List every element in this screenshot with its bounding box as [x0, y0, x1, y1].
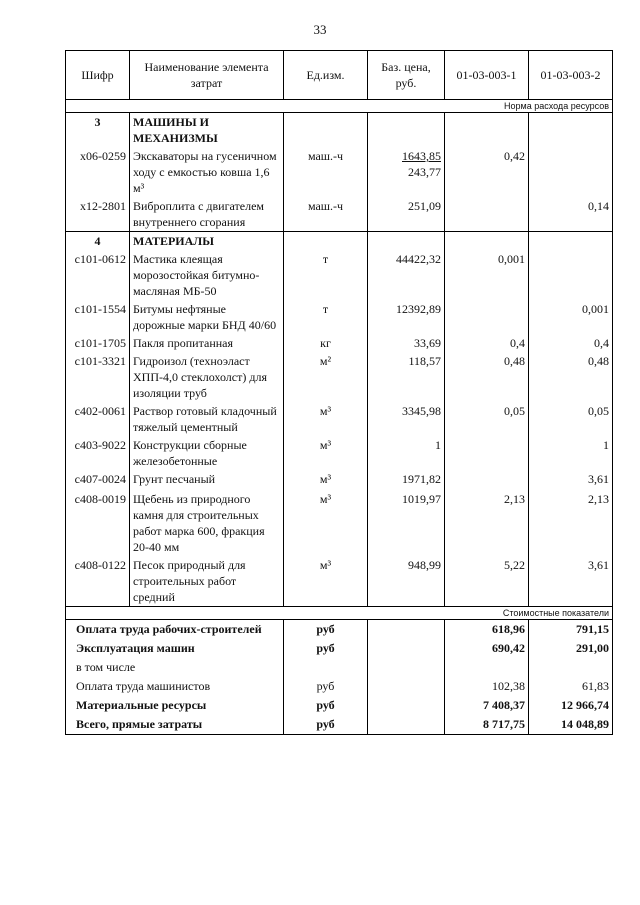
norm-value-col2: 0,05 — [529, 402, 613, 436]
costs-band-row — [66, 607, 613, 620]
norm-value-col2: 3,61 — [529, 470, 613, 490]
norm-value-col2: 0,001 — [529, 300, 613, 334]
summary-label: Оплата труда машинистов — [66, 677, 284, 696]
resource-code: х06-0259 — [66, 147, 130, 197]
norm-value-col2: 0,48 — [529, 352, 613, 402]
resource-unit: м³ — [284, 490, 368, 556]
resource-name: Раствор готовый кладочный тяжелый цементный — [130, 402, 284, 436]
resource-code: с403-9022 — [66, 436, 130, 470]
resource-name: Экскаваторы на гусеничном ходу с емкостью ковша 1,6 м³ — [130, 147, 284, 197]
resource-name: Конструкции сборные железобетонные — [130, 436, 284, 470]
resource-price-value: 1971,82 — [402, 472, 441, 486]
empty-cell — [368, 658, 445, 677]
norm-value-col1 — [445, 436, 529, 470]
resource-name: Мастика клеящая морозостойкая битумно-масляная МБ-50 — [130, 250, 284, 300]
summary-value-col1: 102,38 — [445, 677, 529, 696]
resource-code: с101-1554 — [66, 300, 130, 334]
resource-row — [66, 147, 613, 197]
section-number: 3 — [66, 113, 130, 148]
resource-unit: кг — [284, 334, 368, 352]
resource-unit: м² — [284, 352, 368, 402]
resource-price-value: 1643,85 — [402, 149, 441, 163]
resource-row — [66, 402, 613, 436]
cost-norm-table — [65, 50, 613, 735]
table-header-row — [66, 51, 613, 100]
summary-value-col2 — [529, 658, 613, 677]
resource-price-value: 251,09 — [408, 199, 441, 213]
resource-name: Гидроизол (техноэласт ХПП-4,0 стеклохолст) для изоляции труб — [130, 352, 284, 402]
resource-name: Виброплита с двигателем внутреннего сгорания — [130, 197, 284, 232]
empty-cell — [445, 232, 529, 251]
header-col1: 01-03-003-1 — [445, 51, 529, 100]
resource-row — [66, 490, 613, 556]
resource-code: х12-2801 — [66, 197, 130, 232]
empty-cell — [368, 696, 445, 715]
resource-code: с402-0061 — [66, 402, 130, 436]
costs-band-label: Стоимостные показатели — [66, 607, 613, 620]
header-price: Баз. цена, руб. — [368, 51, 445, 100]
empty-cell — [368, 620, 445, 640]
summary-value-col1 — [445, 658, 529, 677]
section-row — [66, 232, 613, 251]
resource-unit: м³ — [284, 470, 368, 490]
summary-unit: руб — [284, 639, 368, 658]
norm-value-col2: 2,13 — [529, 490, 613, 556]
norm-value-col1 — [445, 197, 529, 232]
summary-unit: руб — [284, 677, 368, 696]
resource-name: Щебень из природного камня для строительных работ марка 600, фракция 20-40 мм — [130, 490, 284, 556]
empty-cell — [368, 639, 445, 658]
summary-row — [66, 639, 613, 658]
norm-value-col2: 0,4 — [529, 334, 613, 352]
resource-price — [368, 490, 445, 556]
resource-price — [368, 197, 445, 232]
summary-label: Эксплуатация машин — [66, 639, 284, 658]
resource-price — [368, 147, 445, 197]
norm-value-col1 — [445, 470, 529, 490]
resource-row — [66, 352, 613, 402]
summary-unit — [284, 658, 368, 677]
summary-row — [66, 620, 613, 640]
summary-label: Материальные ресурсы — [66, 696, 284, 715]
resources-band-label: Норма расхода ресурсов — [66, 100, 613, 113]
norm-value-col2: 3,61 — [529, 556, 613, 607]
resource-unit: маш.-ч — [284, 147, 368, 197]
resource-price-value: 118,57 — [408, 354, 441, 368]
empty-cell — [284, 232, 368, 251]
resource-code: с408-0122 — [66, 556, 130, 607]
norm-value-col2: 0,14 — [529, 197, 613, 232]
empty-cell — [368, 232, 445, 251]
resource-name: Песок природный для строительных работ средний — [130, 556, 284, 607]
resource-code: с408-0019 — [66, 490, 130, 556]
empty-cell — [529, 232, 613, 251]
empty-cell — [368, 715, 445, 735]
header-unit: Ед.изм. — [284, 51, 368, 100]
resource-code: с407-0024 — [66, 470, 130, 490]
norm-value-col2 — [529, 147, 613, 197]
empty-cell — [368, 113, 445, 148]
resource-row — [66, 300, 613, 334]
resources-band-row — [66, 100, 613, 113]
norm-value-col1: 2,13 — [445, 490, 529, 556]
section-title: МАШИНЫ И МЕХАНИЗМЫ — [130, 113, 284, 148]
page-number: 33 — [313, 22, 327, 37]
section-title: МАТЕРИАЛЫ — [130, 232, 284, 251]
summary-value-col1: 690,42 — [445, 639, 529, 658]
resource-price — [368, 470, 445, 490]
resource-unit: т — [284, 300, 368, 334]
norm-value-col1 — [445, 300, 529, 334]
norm-value-col1: 0,42 — [445, 147, 529, 197]
resource-row — [66, 556, 613, 607]
section-row — [66, 113, 613, 148]
summary-unit: руб — [284, 620, 368, 640]
resource-price — [368, 300, 445, 334]
empty-cell — [368, 677, 445, 696]
summary-value-col1: 618,96 — [445, 620, 529, 640]
header-name: Наименование элемента затрат — [130, 51, 284, 100]
section-number: 4 — [66, 232, 130, 251]
resource-price-value: 3345,98 — [402, 404, 441, 418]
summary-label: Всего, прямые затраты — [66, 715, 284, 735]
resource-price — [368, 436, 445, 470]
resource-price — [368, 352, 445, 402]
resource-unit: м³ — [284, 402, 368, 436]
summary-value-col2: 14 048,89 — [529, 715, 613, 735]
summary-value-col2: 791,15 — [529, 620, 613, 640]
norm-value-col1: 0,4 — [445, 334, 529, 352]
empty-cell — [284, 113, 368, 148]
summary-value-col2: 12 966,74 — [529, 696, 613, 715]
summary-unit: руб — [284, 715, 368, 735]
resource-price — [368, 402, 445, 436]
resource-row — [66, 334, 613, 352]
resource-unit: м³ — [284, 436, 368, 470]
summary-row — [66, 658, 613, 677]
norm-value-col1: 0,001 — [445, 250, 529, 300]
norm-value-col2 — [529, 250, 613, 300]
summary-value-col2: 291,00 — [529, 639, 613, 658]
resource-price — [368, 556, 445, 607]
resource-code: с101-3321 — [66, 352, 130, 402]
summary-label: Оплата труда рабочих-строителей — [66, 620, 284, 640]
resource-price-value: 33,69 — [414, 336, 441, 350]
summary-row — [66, 715, 613, 735]
resource-name: Битумы нефтяные дорожные марки БНД 40/60 — [130, 300, 284, 334]
resource-price — [368, 334, 445, 352]
resource-unit: т — [284, 250, 368, 300]
empty-cell — [445, 113, 529, 148]
resource-code: с101-1705 — [66, 334, 130, 352]
summary-row — [66, 677, 613, 696]
resource-price-value: 12392,89 — [396, 302, 441, 316]
resource-unit: маш.-ч — [284, 197, 368, 232]
header-col2: 01-03-003-2 — [529, 51, 613, 100]
summary-value-col1: 7 408,37 — [445, 696, 529, 715]
norm-value-col1: 5,22 — [445, 556, 529, 607]
norm-value-col2: 1 — [529, 436, 613, 470]
resource-row — [66, 197, 613, 232]
resource-price-value: 1019,97 — [402, 492, 441, 506]
resource-price-secondary: 243,77 — [408, 165, 441, 179]
summary-value-col1: 8 717,75 — [445, 715, 529, 735]
resource-row — [66, 250, 613, 300]
norm-value-col1: 0,05 — [445, 402, 529, 436]
resource-price — [368, 250, 445, 300]
resource-price-value: 948,99 — [408, 558, 441, 572]
summary-row — [66, 696, 613, 715]
summary-unit: руб — [284, 696, 368, 715]
resource-row — [66, 470, 613, 490]
resource-code: с101-0612 — [66, 250, 130, 300]
summary-value-col2: 61,83 — [529, 677, 613, 696]
header-code: Шифр — [66, 51, 130, 100]
resource-price-value: 44422,32 — [396, 252, 441, 266]
resource-unit: м³ — [284, 556, 368, 607]
empty-cell — [529, 113, 613, 148]
resource-price-value: 1 — [435, 438, 441, 452]
resource-name: Пакля пропитанная — [130, 334, 284, 352]
norm-value-col1: 0,48 — [445, 352, 529, 402]
resource-name: Грунт песчаный — [130, 470, 284, 490]
resource-row — [66, 436, 613, 470]
summary-label: в том числе — [66, 658, 284, 677]
